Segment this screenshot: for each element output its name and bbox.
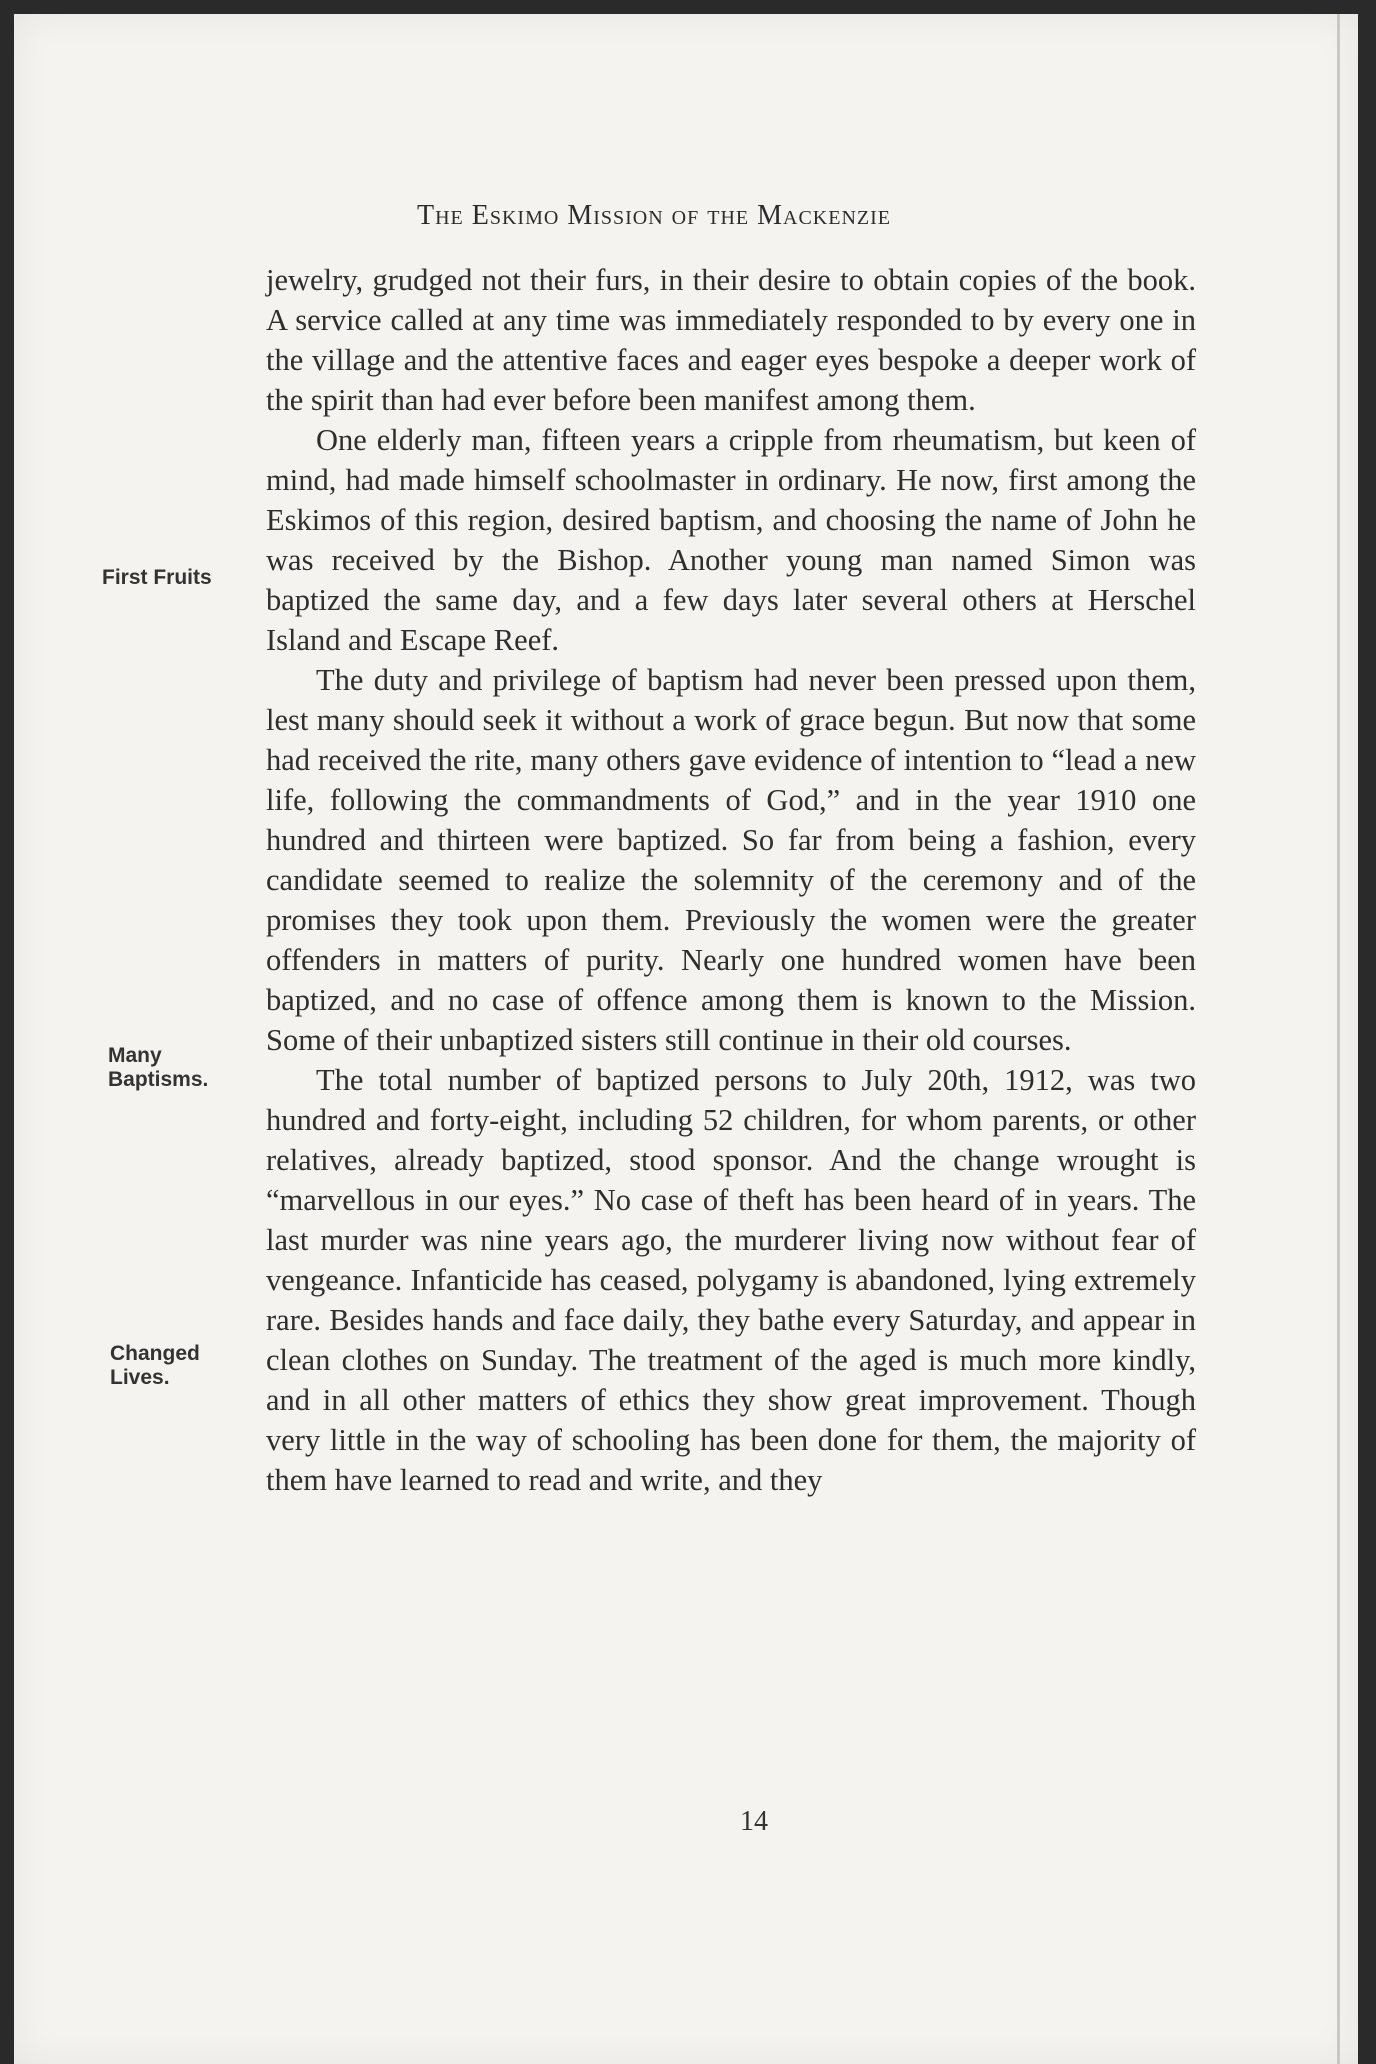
sidenote-many-baptisms bbox=[108, 1044, 208, 1092]
sidenote-line: Many bbox=[108, 1044, 162, 1067]
body-text bbox=[266, 260, 1196, 1500]
sidenote-line: Lives. bbox=[110, 1366, 170, 1389]
paragraph-3: The duty and privilege of baptism had never been pressed upon them, lest many should seek it without a work of grace begun. But now that some had received the rite, many others gave evidence of intention to “lead a new life, following the commandments of God,” and in the year 1910 one hundred and thirteen were baptized. So far from being a fashion, every candidate seemed to realize the solemnity of the ceremony and of the promises they took upon them. Previously the women were the greater offenders in matters of purity. Nearly one hundred women have been baptized, and no case of offence among them is known to the Mission. Some of their unbaptized sisters still continue in their old courses. bbox=[266, 663, 1196, 1057]
paragraph-2: One elderly man, fifteen years a cripple from rheumatism, but keen of mind, had made himself schoolmaster in ordinary. He now, first among the Eskimos of this region, desired baptism, and choosing the name of John he was received by the Bishop. Another young man named Simon was baptized the same day, and a few days later several others at Herschel Island and Escape Reef. bbox=[266, 423, 1196, 657]
page-number: 14 bbox=[740, 1806, 768, 1837]
page-edge bbox=[1337, 14, 1340, 2064]
sidenote-first-fruits: First Fruits bbox=[102, 566, 212, 589]
sidenote-line: Changed bbox=[110, 1342, 200, 1365]
book-page bbox=[14, 14, 1358, 2064]
sidenote-changed-lives bbox=[110, 1342, 200, 1390]
paragraph-4: The total number of baptized persons to July 20th, 1912, was two hundred and forty-eight, including 52 children, for whom parents, or other relatives, already baptized, stood sponsor. And the change wrought is “marvellous in our eyes.” No case of theft has been heard of in years. The last murder was nine years ago, the murderer living now without fear of vengeance. Infanticide has ceased, polygamy is abandoned, lying extremely rare. Besides hands and face daily, they bathe every Saturday, and appear in clean clothes on Sunday. The treatment of the aged is much more kindly, and in all other matters of ethics they show great improvement. Though very little in the way of schooling has been done for them, the majority of them have learned to read and write, and they bbox=[266, 1063, 1196, 1497]
running-head: The Eskimo Mission of the Mackenzie bbox=[417, 200, 891, 231]
paragraph-1: jewelry, grudged not their furs, in their desire to obtain copies of the book. A service called at any time was immediately responded to by every one in the village and the attentive faces and eager eyes bespoke a deeper work of the spirit than had ever before been manifest among them. bbox=[266, 263, 1196, 417]
sidenote-line: Baptisms. bbox=[108, 1068, 209, 1091]
